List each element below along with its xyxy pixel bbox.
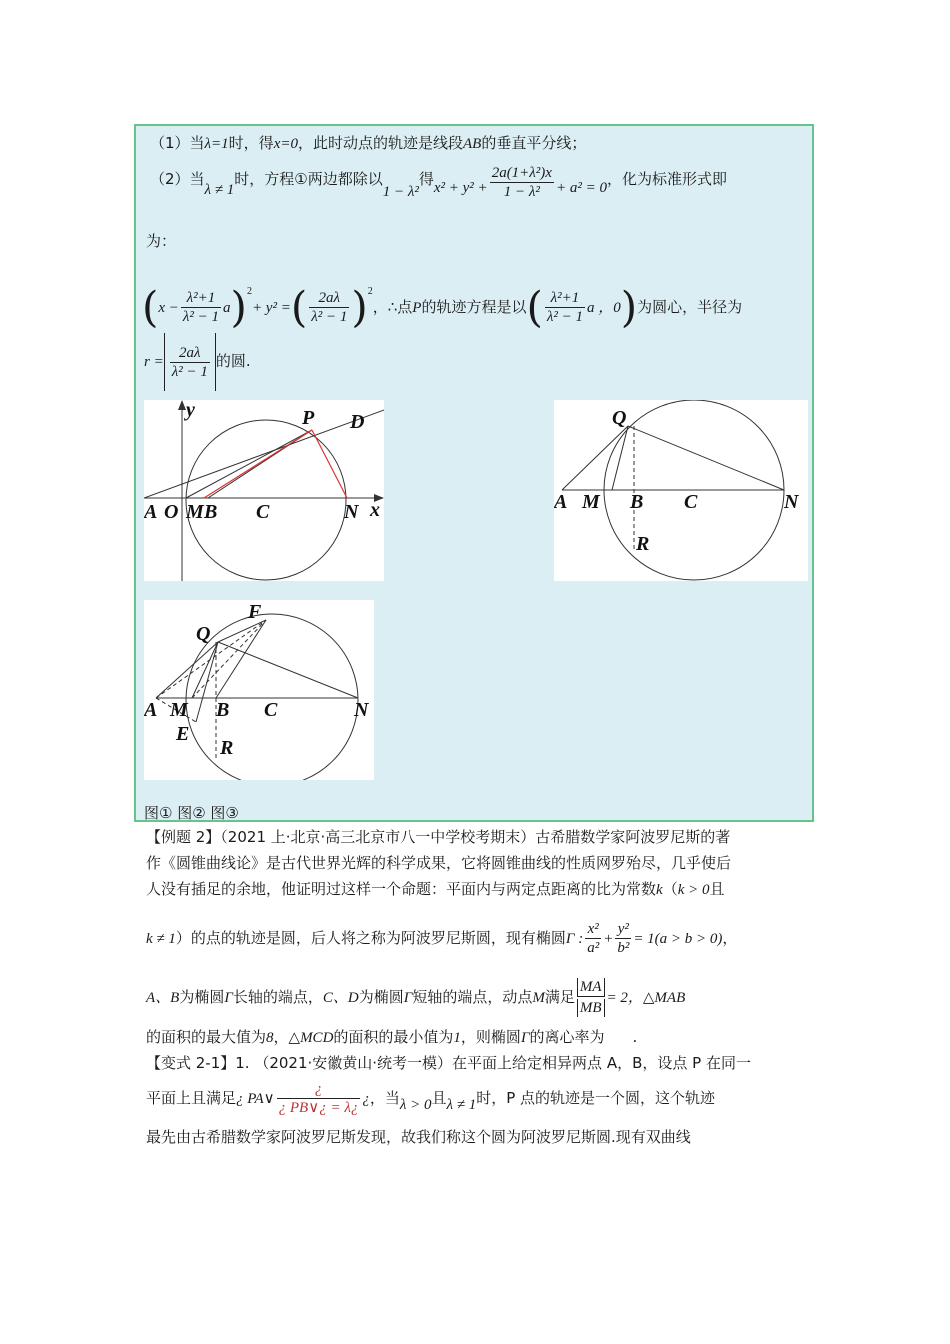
case2-fraction: $\frac{\text{2a(1+λ²)x}}{\text{1 − λ²}}$ <box>491 165 552 200</box>
fig1-label-A: A <box>144 501 158 523</box>
fig1-label-x: x <box>370 499 380 521</box>
fig1-y-arrow <box>178 400 186 410</box>
standard-frac2: $\frac{2a\lambda}{\text{λ² − 1}}$ <box>311 290 348 325</box>
figure-3-diagram <box>144 600 374 780</box>
example2-line6: 的面积的最大值为8，△MCD的面积的最小值为1，则椭圆Γ的离心率为 . <box>146 1028 638 1046</box>
fig2-label-A: A <box>554 491 568 513</box>
figure-1-diagram <box>144 400 384 581</box>
fig2-label-R: R <box>636 533 650 555</box>
fig2-label-M: M <box>582 491 600 513</box>
fig1-label-C: C <box>256 501 270 523</box>
figure-2-diagram <box>554 400 808 581</box>
fig1-circle <box>186 420 346 580</box>
fig2-segment-MQ <box>612 426 628 490</box>
radius-abs: $\frac{2a\lambda}{\text{λ² − 1}}$ <box>164 333 216 391</box>
standard-frac1: $\frac{\text{λ²+1}}{\text{λ² − 1}}$ <box>182 290 220 325</box>
fig3-label-N: N <box>354 699 369 721</box>
figure-2 <box>554 400 808 581</box>
example2-line3: 人没有插足的余地，他证明过这样一个命题：平面内与两定点距离的比为常数k（k > 0且 <box>146 880 725 898</box>
fig1-segment-red <box>204 430 312 498</box>
fig3-label-B: B <box>216 699 230 721</box>
fig1-label-P: P <box>302 407 315 429</box>
fig3-dashed-AF <box>156 620 266 698</box>
fig1-label-M: M <box>186 501 204 523</box>
fig1-segment-MP <box>186 430 312 498</box>
solution-box <box>134 124 814 822</box>
fig1-label-D: D <box>350 411 365 433</box>
case2-line: （2）当λ ≠ 1时，方程①两边都除以1 − λ²得x² + y² + $\frac{\text{2a(1+λ²)x}}{\text{1 − λ²}}$ + a² = 0，化为标准形式即 <box>150 165 727 200</box>
ellipse-frac-x: $\frac{\text{x²}}{\text{a²}}$ <box>587 921 600 956</box>
radius-line: r = $\frac{2a\lambda}{\text{λ² − 1}}$ 的圆. <box>144 332 251 390</box>
ellipse-frac-y: $\frac{\text{y²}}{\text{b²}}$ <box>617 921 630 956</box>
figure-3 <box>144 600 374 780</box>
fig2-label-B: B <box>630 491 644 513</box>
fig1-label-N: N <box>344 501 359 523</box>
fig1-label-B: B <box>204 501 218 523</box>
fig3-circle <box>186 614 358 780</box>
fig3-label-C: C <box>264 699 278 721</box>
center-frac: $\frac{\text{λ²+1}}{\text{λ² − 1}}$ <box>546 290 583 325</box>
standard-form-line: (x − $\frac{\text{λ²+1}}{\text{λ² − 1}}$ a)$^2$+ y² =( $\frac{2a\lambda}{\text{λ² − 1}}$ )$^2$，∴点P的轨迹方程是以( $\frac{\text{λ²+1}}{\text{λ² − 1}}$ a ，0)为圆心，半径为 <box>142 282 743 332</box>
variant-line1: 【变式 2-1】1. （2021·安徽黄山·统考一模）在平面上给定相异两点 A，B，设点 P 在同一 <box>146 1054 751 1072</box>
variant-line3: 最先由古希腊数学家阿波罗尼斯发现，故我们称这个圆为阿波罗尼斯圆.现有双曲线 <box>146 1128 691 1146</box>
fig3-label-R: R <box>220 737 234 759</box>
fig2-label-Q: Q <box>612 407 627 429</box>
fig3-label-E: E <box>176 723 190 745</box>
example2-line5: A、B为椭圆Γ长轴的端点，C、D为椭圆Γ短轴的端点，动点M满足 $\frac{MA}{MB}$ = 2，△MAB <box>146 979 686 1016</box>
example2-line2: 作《圆锥曲线论》是古代世界光辉的科学成果，它将圆锥曲线的性质网罗殆尽，几乎使后 <box>146 854 732 872</box>
variant-frac: $\frac{¿}{¿ PB\vee¿ = \lambda¿}$ <box>278 1081 359 1116</box>
fig2-segment-AQ <box>562 426 628 490</box>
fig1-line-AD <box>144 410 384 498</box>
fig3-label-M: M <box>170 699 188 721</box>
figure-1 <box>144 400 384 581</box>
fig2-label-N: N <box>784 491 799 513</box>
ratio-frac: $\frac{MA}{MB}$ <box>577 978 605 1017</box>
fig3-segment-QN <box>218 642 358 698</box>
fig3-label-A: A <box>144 699 158 721</box>
fig1-label-O: O <box>164 501 179 523</box>
fig1-label-y: y <box>186 400 195 421</box>
case1-line: （1）当λ=1时，得x=0，此时动点的轨迹是线段AB的垂直平分线； <box>150 134 587 152</box>
fig1-segment-PN <box>312 430 347 498</box>
figure-caption: 图① 图② 图③ <box>144 804 239 822</box>
example2-line1: 【例题 2】（2021 上·北京·高三北京市八一中学校考期末）古希腊数学家阿波罗尼斯的著 <box>146 828 731 846</box>
fig2-label-C: C <box>684 491 698 513</box>
case2-cont: 为： <box>146 232 177 250</box>
variant-line2: 平面上且满足¿ PA∨ $\frac{¿}{¿ PB\vee¿ = \lambda¿}$ ¿，当λ > 0且λ ≠ 1时，P 点的轨迹是一个圆，这个轨迹 <box>146 1081 716 1116</box>
fig2-segment-QN <box>628 426 784 490</box>
fig3-label-Q: Q <box>196 623 211 645</box>
fig3-label-F: F <box>248 601 262 623</box>
example2-line4: k ≠ 1）的点的轨迹是圆，后人将之称为阿波罗尼斯圆，现有椭圆Γ : $\frac{\text{x²}}{\text{a²}}$ + $\frac{\text{y²}}{\text{b²}}$ = 1(a > b > 0)， <box>146 921 738 956</box>
